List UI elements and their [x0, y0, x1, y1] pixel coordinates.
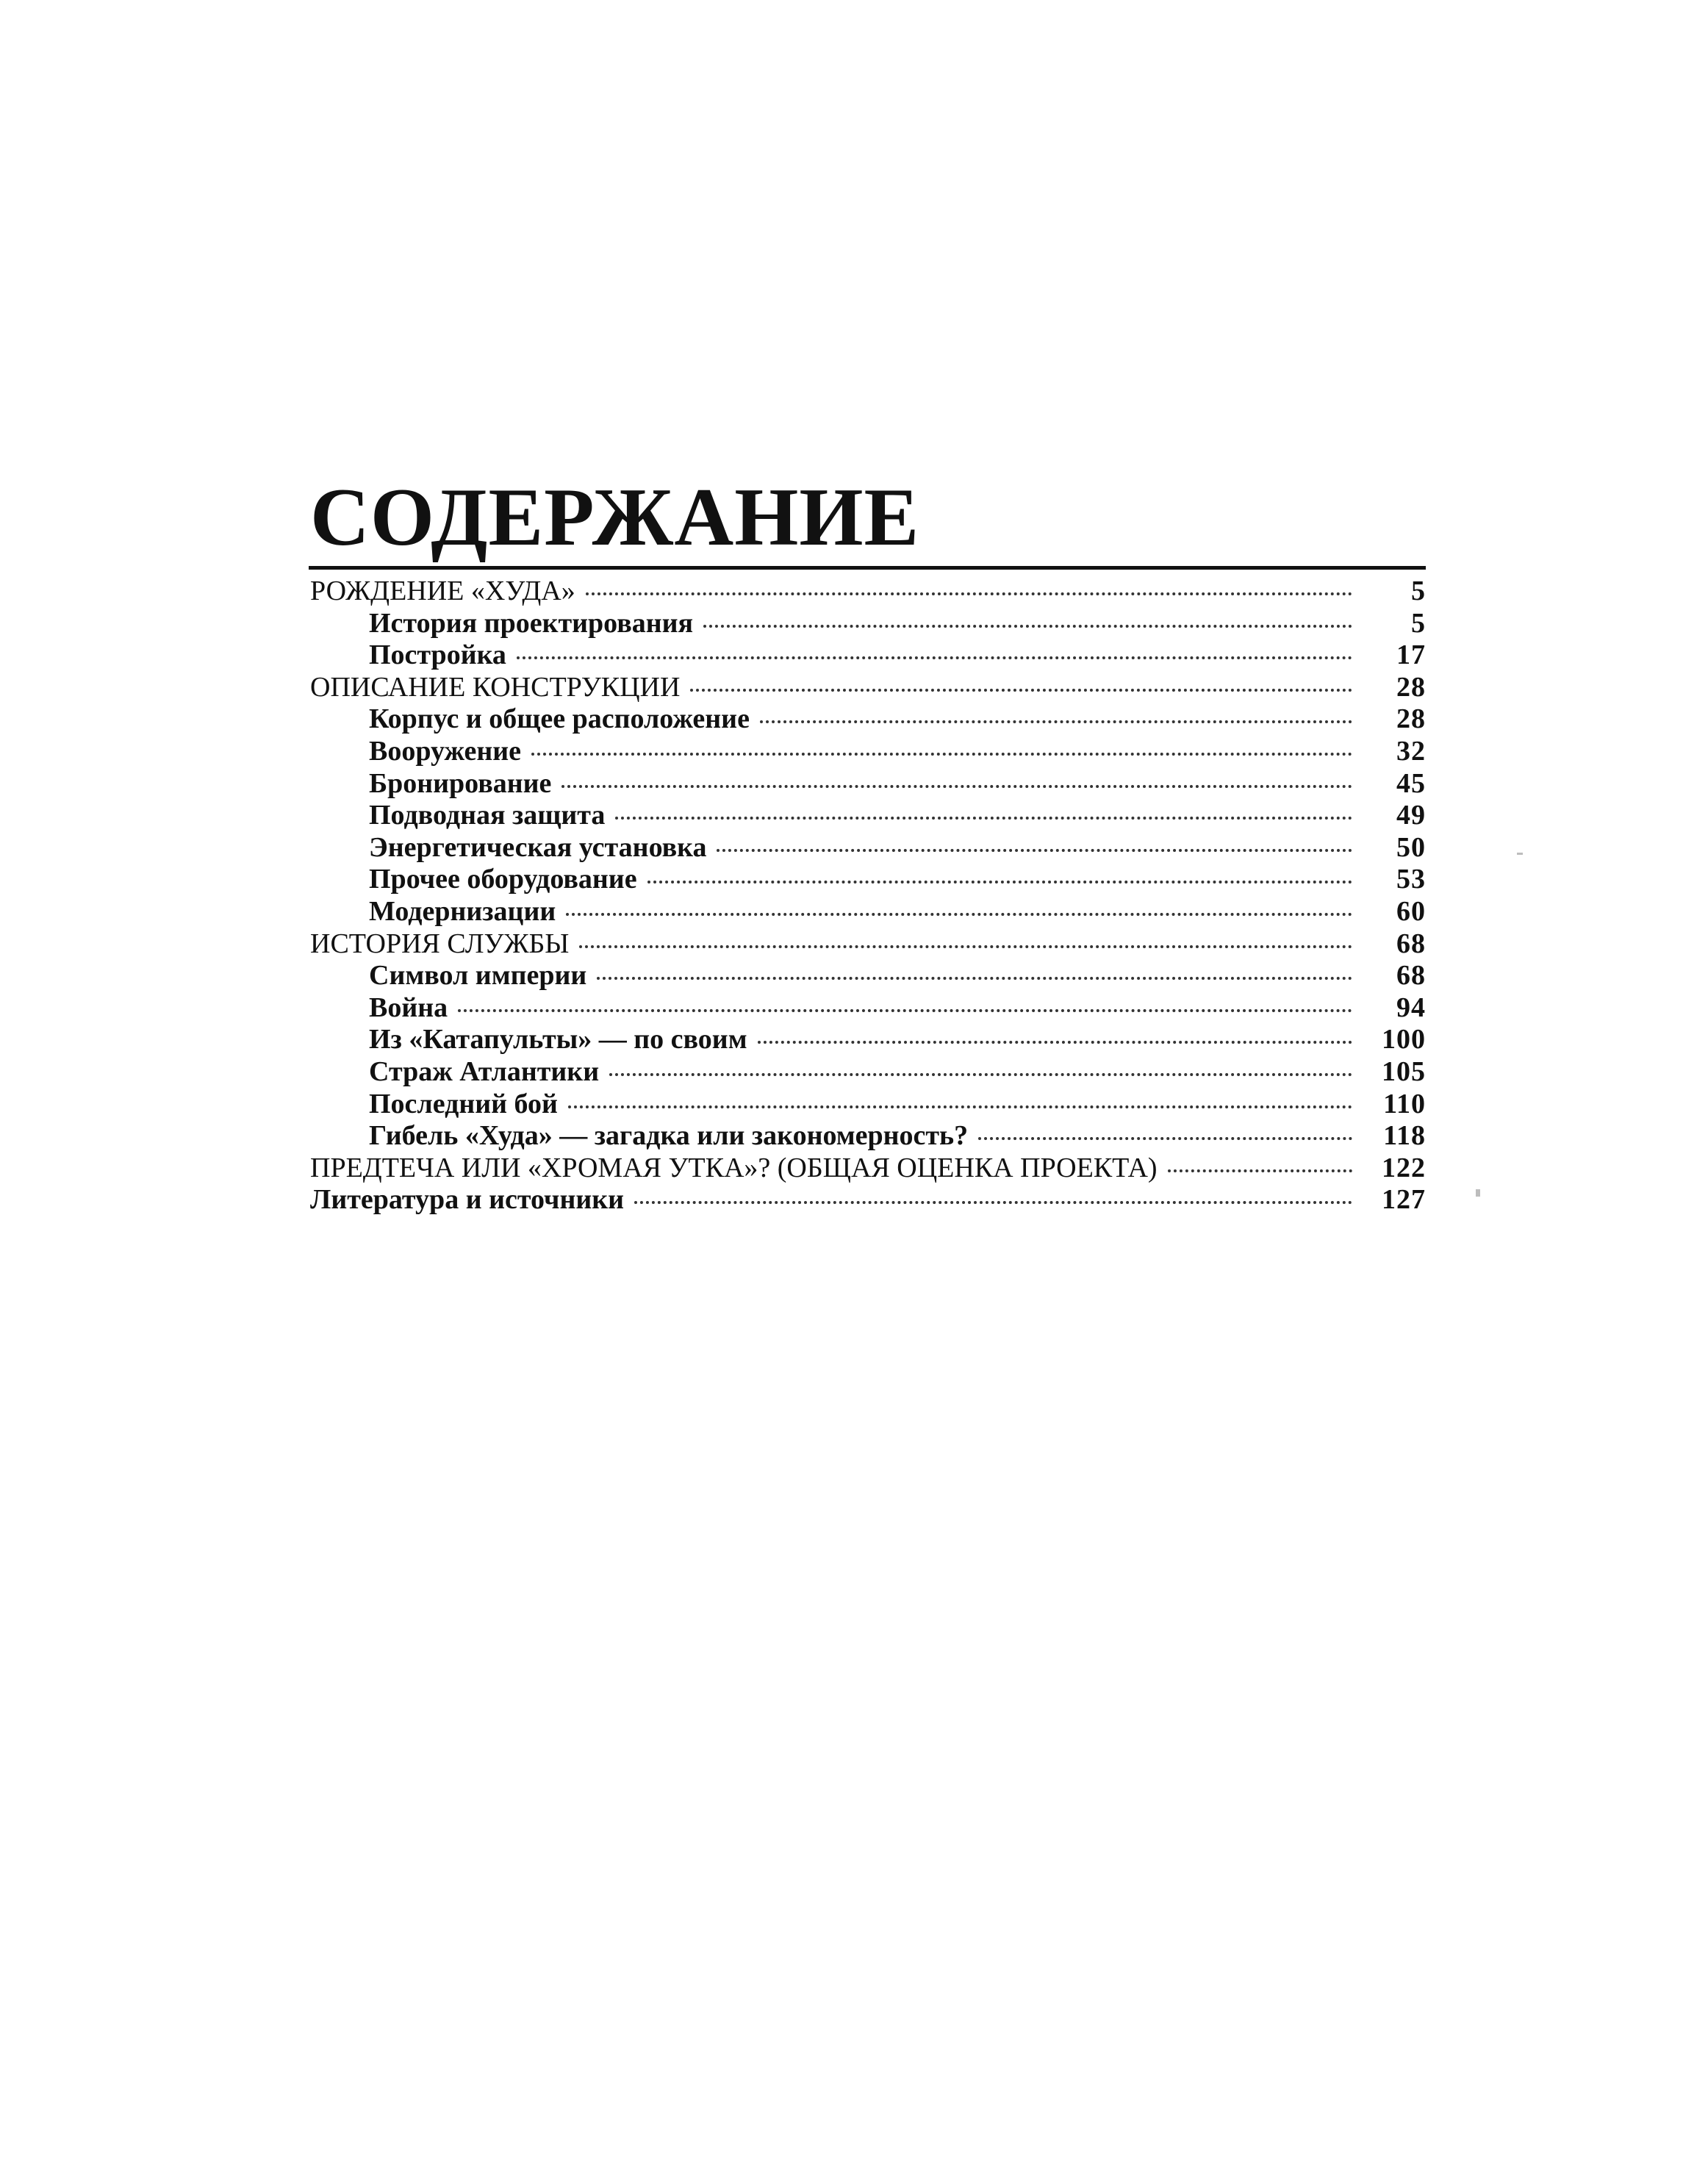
page-title: СОДЕРЖАНИЕ	[310, 472, 920, 563]
dot-leader	[566, 913, 1352, 916]
dot-leader	[517, 656, 1352, 659]
toc-section-entry[interactable]	[309, 576, 1426, 608]
entry-page-number: 94	[1396, 992, 1426, 1023]
toc-subsection-entry[interactable]	[309, 639, 1426, 672]
entry-title: Корпус и общее расположение	[369, 703, 750, 735]
dot-leader	[586, 592, 1352, 595]
entry-page-number: 100	[1382, 1024, 1426, 1055]
toc-subsection-entry[interactable]	[309, 1024, 1426, 1056]
entry-page-number: 68	[1396, 928, 1426, 959]
entry-page-number: 17	[1396, 639, 1426, 671]
entry-page-number: 5	[1411, 607, 1426, 639]
entry-title: История проектирования	[369, 607, 694, 639]
toc-subsection-entry[interactable]	[309, 800, 1426, 832]
entry-title: Война	[369, 992, 448, 1023]
entry-title: ПРЕДТЕЧА ИЛИ «ХРОМАЯ УТКА»? (ОБЩАЯ ОЦЕНКА ПРОЕКТА)	[310, 1152, 1158, 1183]
entry-title: Гибель «Худа» — загадка или закономерность?	[369, 1120, 969, 1152]
dot-leader	[458, 1009, 1352, 1012]
entry-page-number: 50	[1396, 831, 1426, 863]
entry-page-number: 28	[1396, 671, 1426, 703]
entry-title: РОЖДЕНИЕ «ХУДА»	[310, 576, 575, 606]
toc-subsection-entry[interactable]	[309, 703, 1426, 736]
toc-subsection-entry[interactable]	[309, 1056, 1426, 1089]
entry-page-number: 122	[1382, 1152, 1426, 1183]
scan-speck	[1517, 853, 1523, 855]
dot-leader	[690, 689, 1352, 692]
toc-subsection-entry[interactable]	[309, 864, 1426, 896]
dot-leader	[760, 720, 1352, 723]
entry-page-number: 60	[1396, 895, 1426, 927]
entry-page-number: 68	[1396, 960, 1426, 992]
entry-title: ОПИСАНИЕ КОНСТРУКЦИИ	[310, 671, 681, 703]
toc-subsection-entry[interactable]	[309, 1120, 1426, 1153]
toc-subsection-entry[interactable]	[309, 992, 1426, 1025]
title-rule-divider	[309, 566, 1426, 570]
dot-leader	[647, 881, 1352, 883]
entry-title: Энергетическая установка	[369, 831, 707, 863]
entry-title: ИСТОРИЯ СЛУЖБЫ	[310, 928, 570, 959]
entry-title: Из «Катапульты» — по своим	[369, 1024, 747, 1055]
entry-title: Модернизации	[369, 895, 556, 927]
dot-leader	[634, 1201, 1352, 1204]
toc-section-entry[interactable]	[309, 928, 1426, 961]
entry-title: Последний бой	[369, 1088, 558, 1119]
dot-leader	[597, 977, 1352, 980]
entry-page-number: 5	[1411, 576, 1426, 606]
entry-page-number: 127	[1382, 1184, 1426, 1216]
entry-title: Подводная защита	[369, 800, 606, 831]
dot-leader	[758, 1041, 1352, 1044]
dot-leader	[615, 817, 1352, 820]
entry-title: Прочее оборудование	[369, 864, 637, 895]
dot-leader	[579, 945, 1352, 948]
entry-page-number: 118	[1383, 1120, 1426, 1152]
toc-subsection-entry[interactable]	[309, 896, 1426, 928]
toc-subsection-entry[interactable]	[309, 768, 1426, 800]
entry-page-number: 45	[1396, 767, 1426, 799]
entry-title: Бронирование	[369, 767, 552, 799]
dot-leader	[978, 1137, 1352, 1140]
entry-page-number: 110	[1383, 1088, 1426, 1119]
toc-entries-list	[309, 576, 1426, 1216]
dot-leader	[1168, 1169, 1352, 1172]
toc-section-entry[interactable]	[309, 1153, 1426, 1185]
toc-subsection-entry[interactable]	[309, 608, 1426, 640]
entry-title: Вооружение	[369, 735, 522, 767]
dot-leader	[531, 753, 1352, 756]
dot-leader	[561, 785, 1352, 788]
dot-leader	[703, 625, 1352, 628]
dot-leader	[717, 849, 1352, 852]
toc-subsection-entry[interactable]	[309, 736, 1426, 768]
toc-subsection-entry[interactable]	[309, 960, 1426, 992]
entry-page-number: 53	[1396, 864, 1426, 895]
scan-speck	[1476, 1189, 1480, 1197]
toc-subsection-entry[interactable]	[309, 1089, 1426, 1121]
entry-title: Постройка	[369, 639, 506, 671]
dot-leader	[568, 1105, 1352, 1108]
toc-subsection-entry[interactable]	[309, 1184, 1426, 1216]
table-of-contents	[309, 472, 1426, 1216]
entry-title: Литература и источники	[310, 1184, 625, 1216]
entry-page-number: 49	[1396, 800, 1426, 831]
entry-page-number: 28	[1396, 703, 1426, 735]
entry-page-number: 105	[1382, 1055, 1426, 1087]
entry-page-number: 32	[1396, 735, 1426, 767]
toc-subsection-entry[interactable]	[309, 832, 1426, 864]
dot-leader	[609, 1073, 1352, 1076]
entry-title: Символ империи	[369, 960, 587, 992]
entry-title: Страж Атлантики	[369, 1055, 600, 1087]
toc-section-entry[interactable]	[309, 672, 1426, 704]
